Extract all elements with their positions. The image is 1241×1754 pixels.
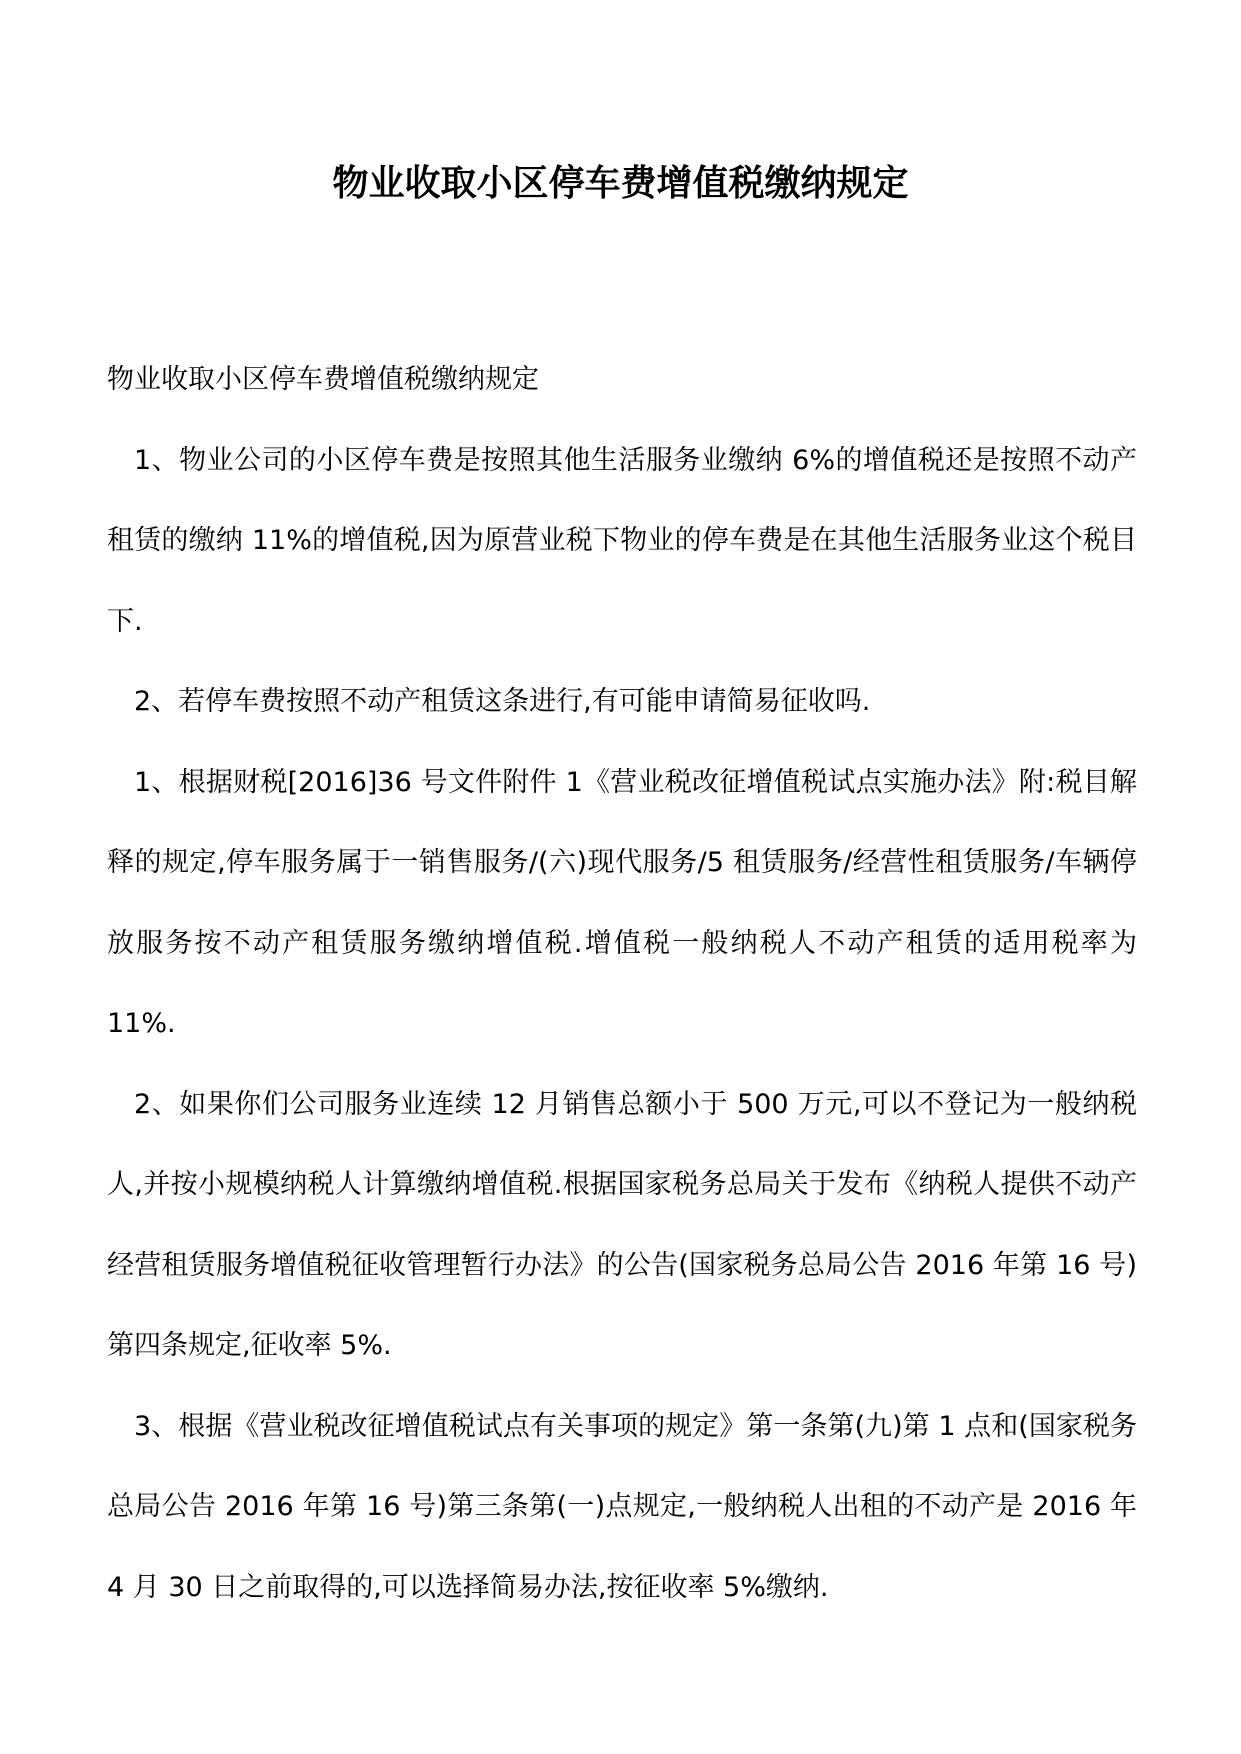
- document-body: [107, 340, 1137, 1628]
- body-heading: 物业收取小区停车费增值税缴纳规定: [107, 364, 539, 395]
- paragraph-question-1: 1、物业公司的小区停车费是按照其他生活服务业缴纳 6%的增值税还是按照不动产租赁的缴纳 11%的增值税,因为原营业税下物业的停车费是在其他生活服务业这个税目下.: [107, 444, 1137, 637]
- document-title: 物业收取小区停车费增值税缴纳规定: [332, 163, 909, 204]
- paragraph-answer-1: 1、根据财税[2016]36 号文件附件 1《营业税改征增值税试点实施办法》附:税目解释的规定,停车服务属于一销售服务/(六)现代服务/5 租赁服务/经营性租赁服务/车辆停放服务按不动产租赁服务缴纳增值税.增值税一般纳税人不动产租赁的适用税率为 11%.: [107, 766, 1137, 1039]
- paragraph-answer-3: 3、根据《营业税改征增值税试点有关事项的规定》第一条第(九)第 1 点和(国家税务总局公告 2016 年第 16 号)第三条第(一)点规定,一般纳税人出租的不动产是 2016 年 4 月 30 日之前取得的,可以选择简易办法,按征收率 5%缴纳.: [107, 1410, 1137, 1603]
- paragraph-answer-2: 2、如果你们公司服务业连续 12 月销售总额小于 500 万元,可以不登记为一般纳税人,并按小规模纳税人计算缴纳增值税.根据国家税务总局关于发布《纳税人提供不动产经营租赁服务增值税征收管理暂行办法》的公告(国家税务总局公告 2016 年第 16 号)第四条规定,征收率 5%.: [107, 1088, 1137, 1361]
- paragraph-question-2: 2、若停车费按照不动产租赁这条进行,有可能申请简易征收吗.: [134, 686, 871, 717]
